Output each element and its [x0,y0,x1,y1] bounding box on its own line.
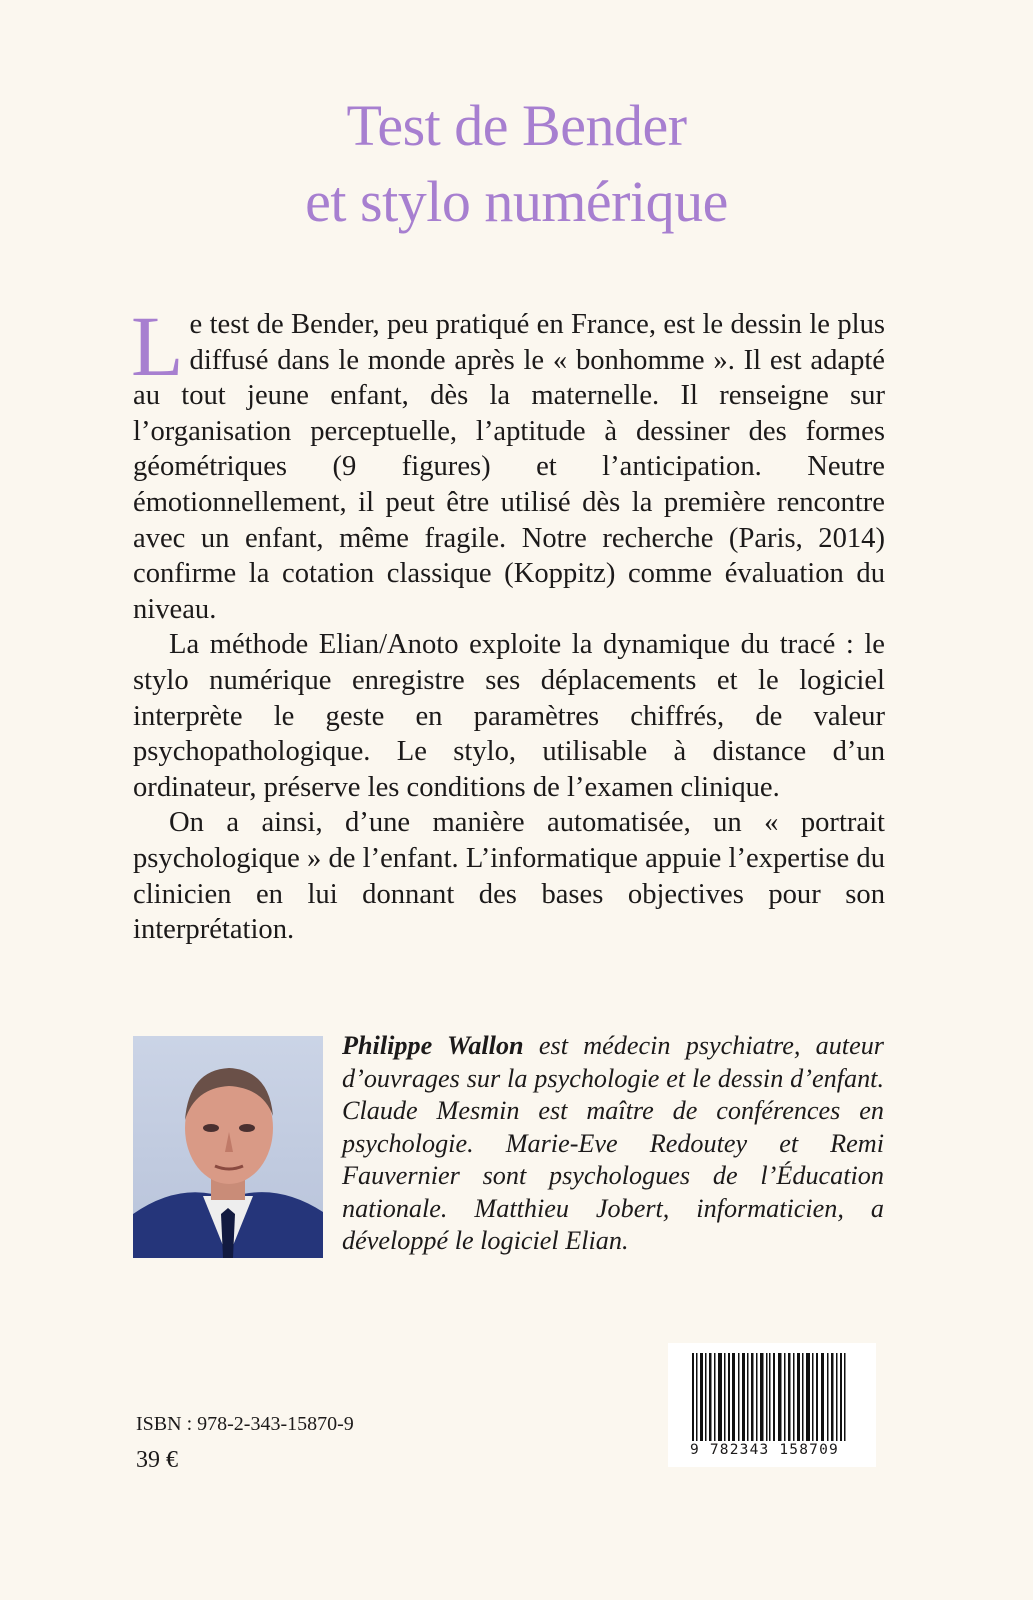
author-name: Philippe Wallon [342,1031,524,1060]
drop-cap: L [131,298,184,394]
author-bio-text: est médecin psychiatre, auteur d’ouvrages sur la psychologie et le dessin d’enfant. Claude Mesmin est maître de conférences en psychologie. Marie-Eve Redoutey et Remi Fauvernier sont psychologues de l’Éducation nationale. Matthieu Jobert, informaticien, a développé le logiciel Elian. [342,1031,884,1255]
blurb-paragraph-1-text: e test de Bender, peu pratiqué en France, est le dessin le plus diffusé dans le monde après le « bonhomme ». Il est adapté au tout jeune enfant, dès la maternelle. Il renseigne sur l’organisation perceptuelle, l’aptitude à dessiner des formes géométriques (9 figures) et l’anticipation. Neutre émotionnellement, il peut être utilisé dès la première rencontre avec un enfant, même fragile. Notre recherche (Paris, 2014) confirme la cotation classique (Koppitz) comme évaluation du niveau. [133,309,885,625]
title-line-1: Test de Bender [346,93,687,158]
title-line-2: et stylo numérique [305,169,728,234]
author-bio [342,1030,884,1258]
isbn: ISBN : 978-2-343-15870-9 [136,1413,354,1435]
book-title [0,88,1033,240]
price: 39 € [136,1447,178,1473]
author-photo [133,1036,323,1258]
barcode-digits: 9 782343 158709 [690,1441,866,1459]
blurb-paragraph-1 [131,298,885,627]
blurb [131,298,885,948]
blurb-paragraph-2: La méthode Elian/Anoto exploite la dynamique du tracé : le stylo numérique enregistre ses déplacements et le logiciel interprète le geste en paramètres chiffrés, de valeur psychopathologique. Le stylo, utilisable à distance d’un ordinateur, préserve les conditions de l’examen clinique. [133,629,885,803]
author-portrait-image [133,1036,323,1258]
blurb-paragraph-3: On a ainsi, d’une manière automatisée, un « portrait psychologique » de l’enfant. L’informatique appuie l’expertise du clinicien en lui donnant des bases objectives pour son interprétation. [133,807,885,946]
